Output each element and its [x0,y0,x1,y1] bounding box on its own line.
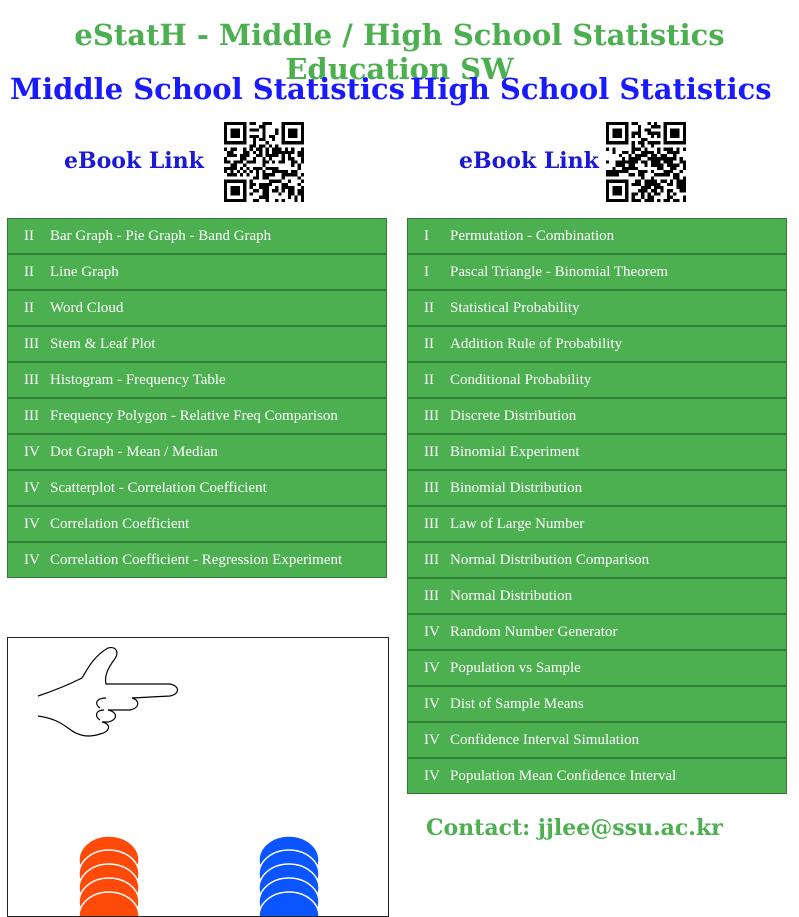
high-menu-item[interactable] [407,362,787,398]
high-menu-item[interactable] [407,722,787,758]
middle-menu-item[interactable] [7,506,387,542]
coin-simulation-panel[interactable] [7,637,389,917]
high-menu-item[interactable] [407,686,787,722]
grade-level: III [424,587,439,604]
blue-coin-stack-icon [259,836,319,917]
menu-item-label: Correlation Coefficient - Regression Experiment [50,551,343,568]
grade-level: III [424,407,439,424]
menu-item-label: Scatterplot - Correlation Coefficient [50,479,267,496]
menu-item-label: Dot Graph - Mean / Median [50,443,218,460]
high-qr-code-icon[interactable] [606,122,686,202]
menu-item-label: Population Mean Confidence Interval [450,767,677,784]
grade-level: II [24,263,34,280]
menu-item-label: Histogram - Frequency Table [50,371,226,388]
grade-level: I [424,263,429,280]
high-menu-item[interactable] [407,578,787,614]
high-menu-item[interactable] [407,650,787,686]
menu-item-label: Stem & Leaf Plot [50,335,156,352]
middle-menu-item[interactable] [7,398,387,434]
grade-level: II [424,299,434,316]
high-menu-item[interactable] [407,758,787,794]
orange-coin-stack-icon [79,836,139,917]
grade-level: II [424,371,434,388]
middle-school-menu [7,218,387,578]
menu-item-label: Law of Large Number [450,515,585,532]
menu-item-label: Correlation Coefficient [50,515,190,532]
middle-menu-item[interactable] [7,362,387,398]
grade-level: II [424,335,434,352]
high-menu-item[interactable] [407,218,787,254]
grade-level: III [424,551,439,568]
high-menu-item[interactable] [407,542,787,578]
menu-item-label: Word Cloud [50,299,124,316]
middle-menu-item[interactable] [7,470,387,506]
menu-item-label: Population vs Sample [450,659,581,676]
grade-level: IV [24,479,40,496]
high-menu-item[interactable] [407,398,787,434]
menu-item-label: Discrete Distribution [450,407,577,424]
menu-item-label: Random Number Generator [450,623,618,640]
grade-level: IV [24,551,40,568]
high-menu-item[interactable] [407,290,787,326]
high-school-menu [407,218,787,794]
high-menu-item[interactable] [407,434,787,470]
middle-menu-item[interactable] [7,542,387,578]
middle-menu-item[interactable] [7,254,387,290]
grade-level: III [424,479,439,496]
grade-level: IV [424,767,440,784]
menu-item-label: Bar Graph - Pie Graph - Band Graph [50,227,272,244]
menu-item-label: Frequency Polygon - Relative Freq Comparison [50,407,338,424]
menu-item-label: Pascal Triangle - Binomial Theorem [450,263,669,280]
menu-item-label: Binomial Distribution [450,479,583,496]
menu-item-label: Confidence Interval Simulation [450,731,640,748]
grade-level: IV [24,515,40,532]
high-menu-item[interactable] [407,254,787,290]
page-title: eStatH - Middle / High School Statistics Education SW [74,18,725,86]
menu-item-label: Conditional Probability [450,371,592,388]
grade-level: IV [424,695,440,712]
menu-item-label: Normal Distribution [450,587,573,604]
grade-level: IV [424,623,440,640]
high-ebook-link[interactable]: eBook Link [459,148,599,174]
high-school-heading: High School Statistics [410,72,772,106]
high-menu-item[interactable] [407,506,787,542]
grade-level: II [24,299,34,316]
grade-level: II [24,227,34,244]
menu-item-label: Binomial Experiment [450,443,580,460]
high-menu-item[interactable] [407,470,787,506]
high-menu-item[interactable] [407,326,787,362]
grade-level: III [424,515,439,532]
middle-menu-item[interactable] [7,290,387,326]
simulation-canvas [8,638,389,917]
grade-level: III [424,443,439,460]
grade-level: III [24,371,39,388]
grade-level: III [24,407,39,424]
grade-level: IV [424,731,440,748]
grade-level: III [24,335,39,352]
grade-level: IV [424,659,440,676]
middle-school-heading: Middle School Statistics [10,72,405,106]
middle-menu-item[interactable] [7,218,387,254]
grade-level: I [424,227,429,244]
middle-menu-item[interactable] [7,434,387,470]
middle-ebook-link[interactable]: eBook Link [64,148,204,174]
middle-menu-item[interactable] [7,326,387,362]
menu-item-label: Permutation - Combination [450,227,615,244]
menu-item-label: Dist of Sample Means [450,695,584,712]
menu-item-label: Normal Distribution Comparison [450,551,650,568]
menu-item-label: Line Graph [50,263,119,280]
menu-item-label: Addition Rule of Probability [450,335,623,352]
pointing-hand-icon [38,648,178,736]
menu-item-label: Statistical Probability [450,299,580,316]
middle-qr-code-icon[interactable] [224,122,304,202]
high-menu-item[interactable] [407,614,787,650]
contact-email: Contact: jjlee@ssu.ac.kr [426,815,723,841]
grade-level: IV [24,443,40,460]
